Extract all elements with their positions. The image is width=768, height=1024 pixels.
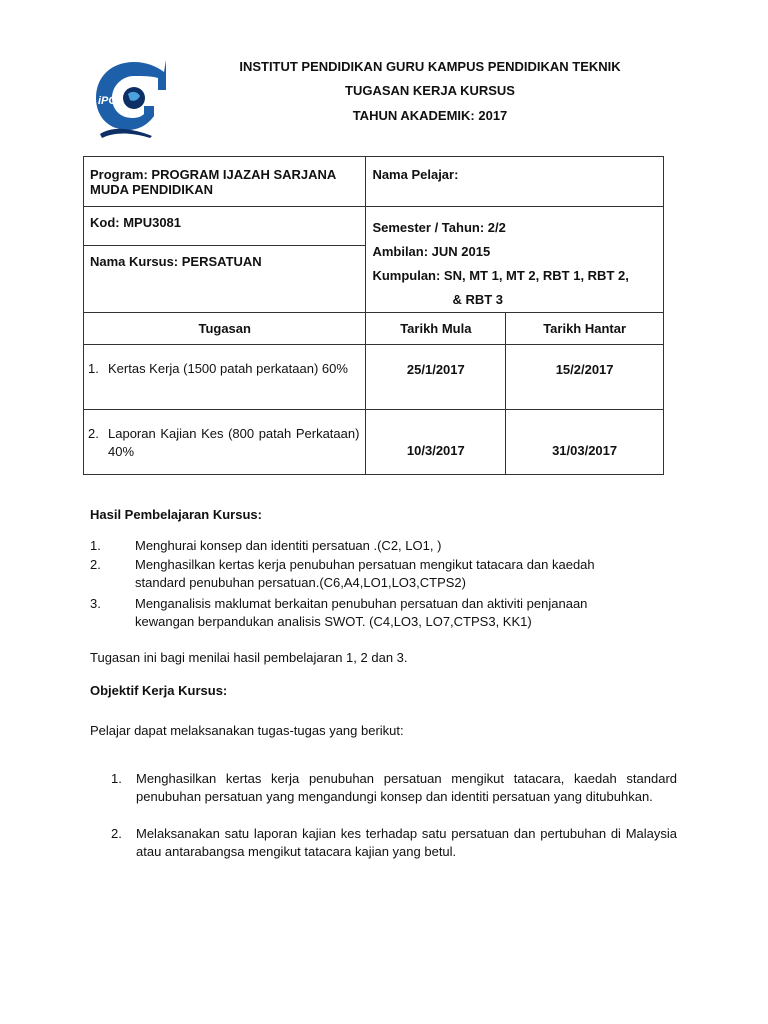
task-desc: Kertas Kerja (1500 patah perkataan) 60% [108, 361, 348, 376]
task-due-date: 31/03/2017 [506, 410, 664, 475]
task-start-date: 10/3/2017 [366, 410, 506, 475]
course-info-table [83, 156, 664, 475]
task-start-date: 25/1/2017 [366, 345, 506, 410]
academic-year: TAHUN AKADEMIK: 2017 [352, 108, 508, 123]
tugasan-header: Tugasan [84, 313, 366, 345]
svg-text:iPG: iPG [98, 95, 117, 107]
task-desc-cell [84, 345, 366, 410]
program-cell: Program: PROGRAM IJAZAH SARJANA MUDA PENDIDIKAN [84, 157, 366, 207]
task-number: 1. [88, 361, 99, 376]
task-number: 2. [88, 426, 99, 441]
task-desc-cell [84, 410, 366, 475]
hasil-note: Tugasan ini bagi menilai hasil pembelajaran 1, 2 dan 3. [90, 650, 408, 665]
objektif-item: Melaksanakan satu laporan kajian kes terhadap satu persatuan dan pertubuhan di Malaysia atau antarabangsa mengikut tatacara kajian yang betul. [136, 826, 677, 859]
hasil-title: Hasil Pembelajaran Kursus: [90, 507, 262, 522]
tarikh-mula-header: Tarikh Mula [366, 313, 506, 345]
objektif-intro: Pelajar dapat melaksanakan tugas-tugas yang berikut: [90, 723, 404, 738]
document-title: TUGASAN KERJA KURSUS [345, 83, 515, 98]
semester-cell [366, 207, 664, 313]
objektif-title: Objektif Kerja Kursus: [90, 683, 228, 698]
nama-pelajar-cell: Nama Pelajar: [366, 157, 664, 207]
hasil-number: 3. [90, 596, 101, 611]
hasil-item: Menghurai konsep dan identiti persatuan .(C2, LO1, ) [135, 538, 442, 553]
task-due-date: 15/2/2017 [506, 345, 664, 410]
hasil-item: Menghasilkan kertas kerja penubuhan persatuan mengikut tatacara dan kaedah standard penubuhan persatuan.(C6,A4,LO1,LO3,CTPS2) [135, 557, 595, 590]
hasil-number: 1. [90, 538, 101, 553]
ambilan-text: Ambilan: JUN 2015 [372, 244, 491, 259]
objektif-item: Menghasilkan kertas kerja penubuhan persatuan mengikut tatacara, kaedah standard penubuhan persatuan yang mengandungi konsep dan identiti persatuan yang ditubuhkan. [136, 771, 677, 804]
institute-title: INSTITUT PENDIDIKAN GURU KAMPUS PENDIDIKAN TEKNIK [239, 59, 621, 74]
objektif-number: 2. [111, 826, 122, 841]
kumpulan-text: Kumpulan: SN, MT 1, MT 2, RBT 1, RBT 2, [372, 268, 629, 283]
semester-text: Semester / Tahun: 2/2 [372, 220, 506, 235]
task-row [84, 410, 664, 475]
task-row [84, 345, 664, 410]
hasil-number: 2. [90, 557, 101, 572]
hasil-item: Menganalisis maklumat berkaitan penubuhan persatuan dan aktiviti penjanaan kewangan berpandukan analisis SWOT. (C4,LO3, LO7,CTPS3, KK1) [135, 596, 588, 629]
kumpulan-text-cont: & RBT 3 [452, 292, 503, 307]
objektif-number: 1. [111, 771, 122, 786]
task-desc: Laporan Kajian Kes (800 patah Perkataan) 40% [108, 426, 360, 459]
tarikh-hantar-header: Tarikh Hantar [506, 313, 664, 345]
kod-cell: Kod: MPU3081 [84, 207, 366, 246]
nama-kursus-cell: Nama Kursus: PERSATUAN [84, 245, 366, 312]
